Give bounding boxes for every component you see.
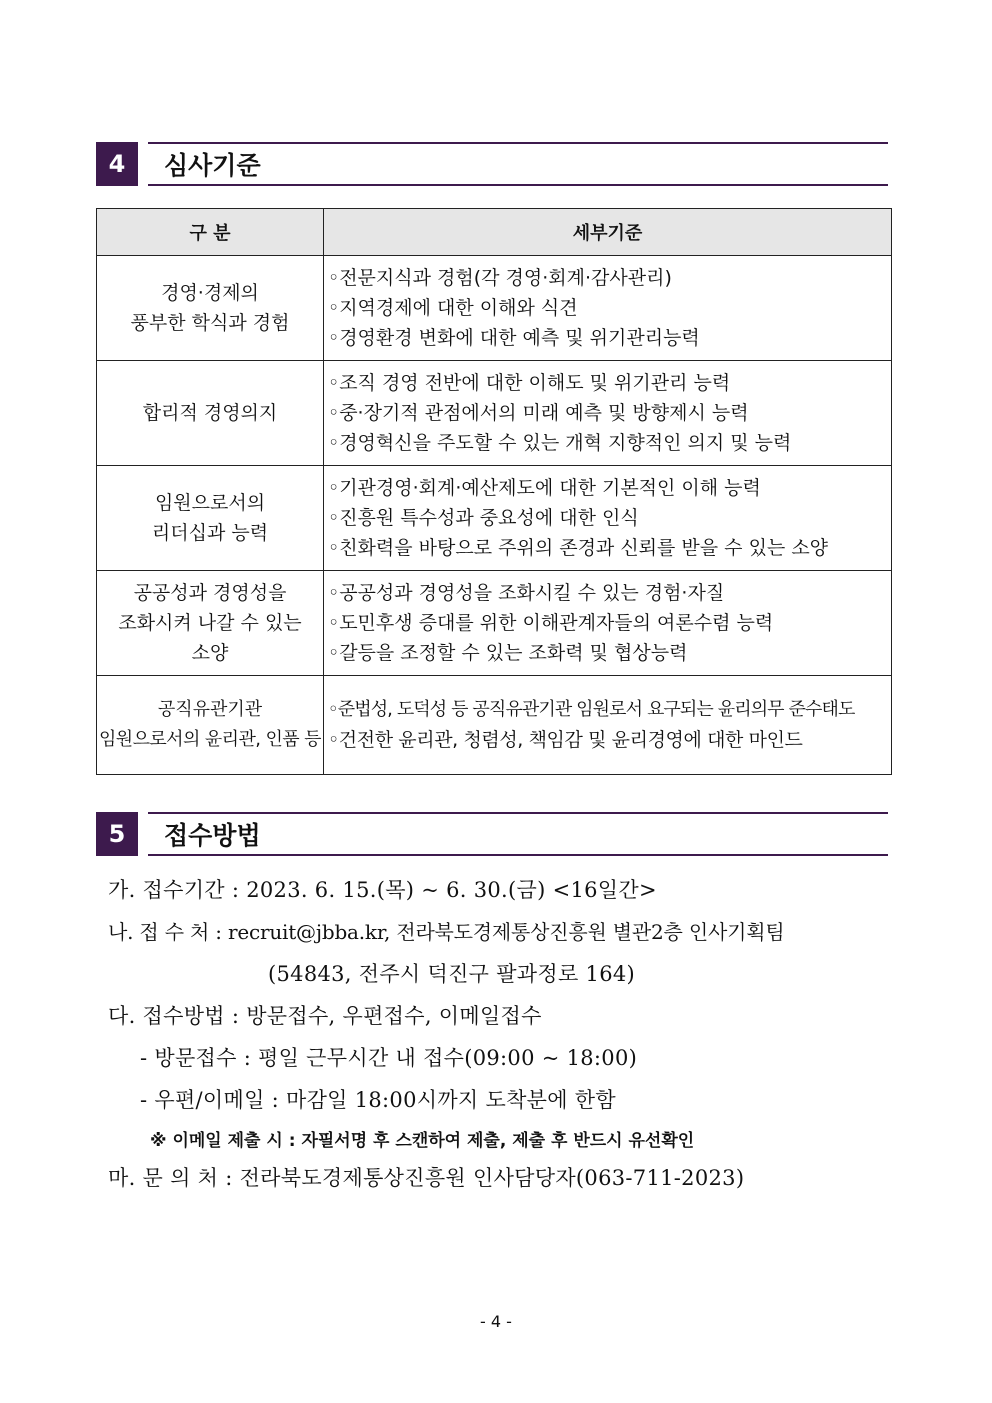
row-details: ◦기관경영·회계·예산제도에 대한 기본적인 이해 능력 ◦진흥원 특수성과 중요성에 대한 인식 ◦친화력을 바탕으로 주위의 존경과 신뢰를 받을 수 있는 소양: [324, 466, 892, 571]
table-row: [97, 466, 892, 571]
table-row: [97, 571, 892, 676]
column-header-category: 구 분: [97, 209, 324, 256]
table-header-row: [97, 209, 892, 256]
row-details: ◦준법성, 도덕성 등 공직유관기관 임원로서 요구되는 윤리의무 준수태도 ◦건전한 윤리관, 청렴성, 책임감 및 윤리경영에 대한 마인드: [324, 676, 892, 775]
reception-address: (54843, 전주시 덕진구 팔과정로 164): [268, 962, 636, 986]
page-number: - 4 -: [480, 1312, 512, 1331]
table-row: [97, 676, 892, 775]
section-title: 심사기준: [164, 151, 261, 180]
header-rule-top: [148, 142, 888, 144]
row-category: 임원으로서의 리더십과 능력: [97, 466, 324, 571]
table-row: [97, 256, 892, 361]
row-details: ◦조직 경영 전반에 대한 이해도 및 위기관리 능력 ◦중·장기적 관점에서의 미래 예측 및 방향제시 능력 ◦경영혁신을 주도할 수 있는 개혁 지향적인 의지 및 능력: [324, 361, 892, 466]
reception-method: 다. 접수방법 : 방문접수, 우편접수, 이메일접수: [108, 1004, 542, 1028]
header-rule-bottom: [148, 184, 888, 186]
header-rule-top: [148, 812, 888, 814]
row-details: ◦전문지식과 경험(각 경영·회계·감사관리) ◦지역경제에 대한 이해와 식견 ◦경영환경 변화에 대한 예측 및 위기관리능력: [324, 256, 892, 361]
column-header-details: 세부기준: [324, 209, 892, 256]
email-note: ※ 이메일 제출 시 : 자필서명 후 스캔하여 제출, 제출 후 반드시 유선확인: [150, 1131, 695, 1151]
section-number-badge: 4: [96, 142, 138, 186]
inquiry-contact: 마. 문 의 처 : 전라북도경제통상진흥원 인사담당자(063-711-2023): [108, 1166, 745, 1190]
row-category: 합리적 경영의지: [97, 361, 324, 466]
row-category: 경영·경제의 풍부한 학식과 경험: [97, 256, 324, 361]
section-title: 접수방법: [164, 821, 261, 850]
section-number-badge: 5: [96, 812, 138, 856]
section-4-header: [96, 142, 888, 186]
row-category: 공직유관기관 임원으로서의 윤리관, 인품 등: [97, 676, 324, 775]
row-category: 공공성과 경영성을 조화시켜 나갈 수 있는 소양: [97, 571, 324, 676]
mail-reception: - 우편/이메일 : 마감일 18:00시까지 도착분에 한함: [140, 1088, 616, 1112]
reception-place: 나. 접 수 처 : recruit@jbba.kr, 전라북도경제통상진흥원 별관2층 인사기획팀: [108, 920, 785, 944]
criteria-table: [96, 208, 892, 775]
section-5-header: [96, 812, 888, 856]
visit-reception: - 방문접수 : 평일 근무시간 내 접수(09:00 ~ 18:00): [140, 1046, 638, 1070]
row-details: ◦공공성과 경영성을 조화시킬 수 있는 경험·자질 ◦도민후생 증대를 위한 이해관계자들의 여론수렴 능력 ◦갈등을 조정할 수 있는 조화력 및 협상능력: [324, 571, 892, 676]
table-row: [97, 361, 892, 466]
reception-period: 가. 접수기간 : 2023. 6. 15.(목) ~ 6. 30.(금) <16일간>: [108, 878, 657, 902]
header-rule-bottom: [148, 854, 888, 856]
